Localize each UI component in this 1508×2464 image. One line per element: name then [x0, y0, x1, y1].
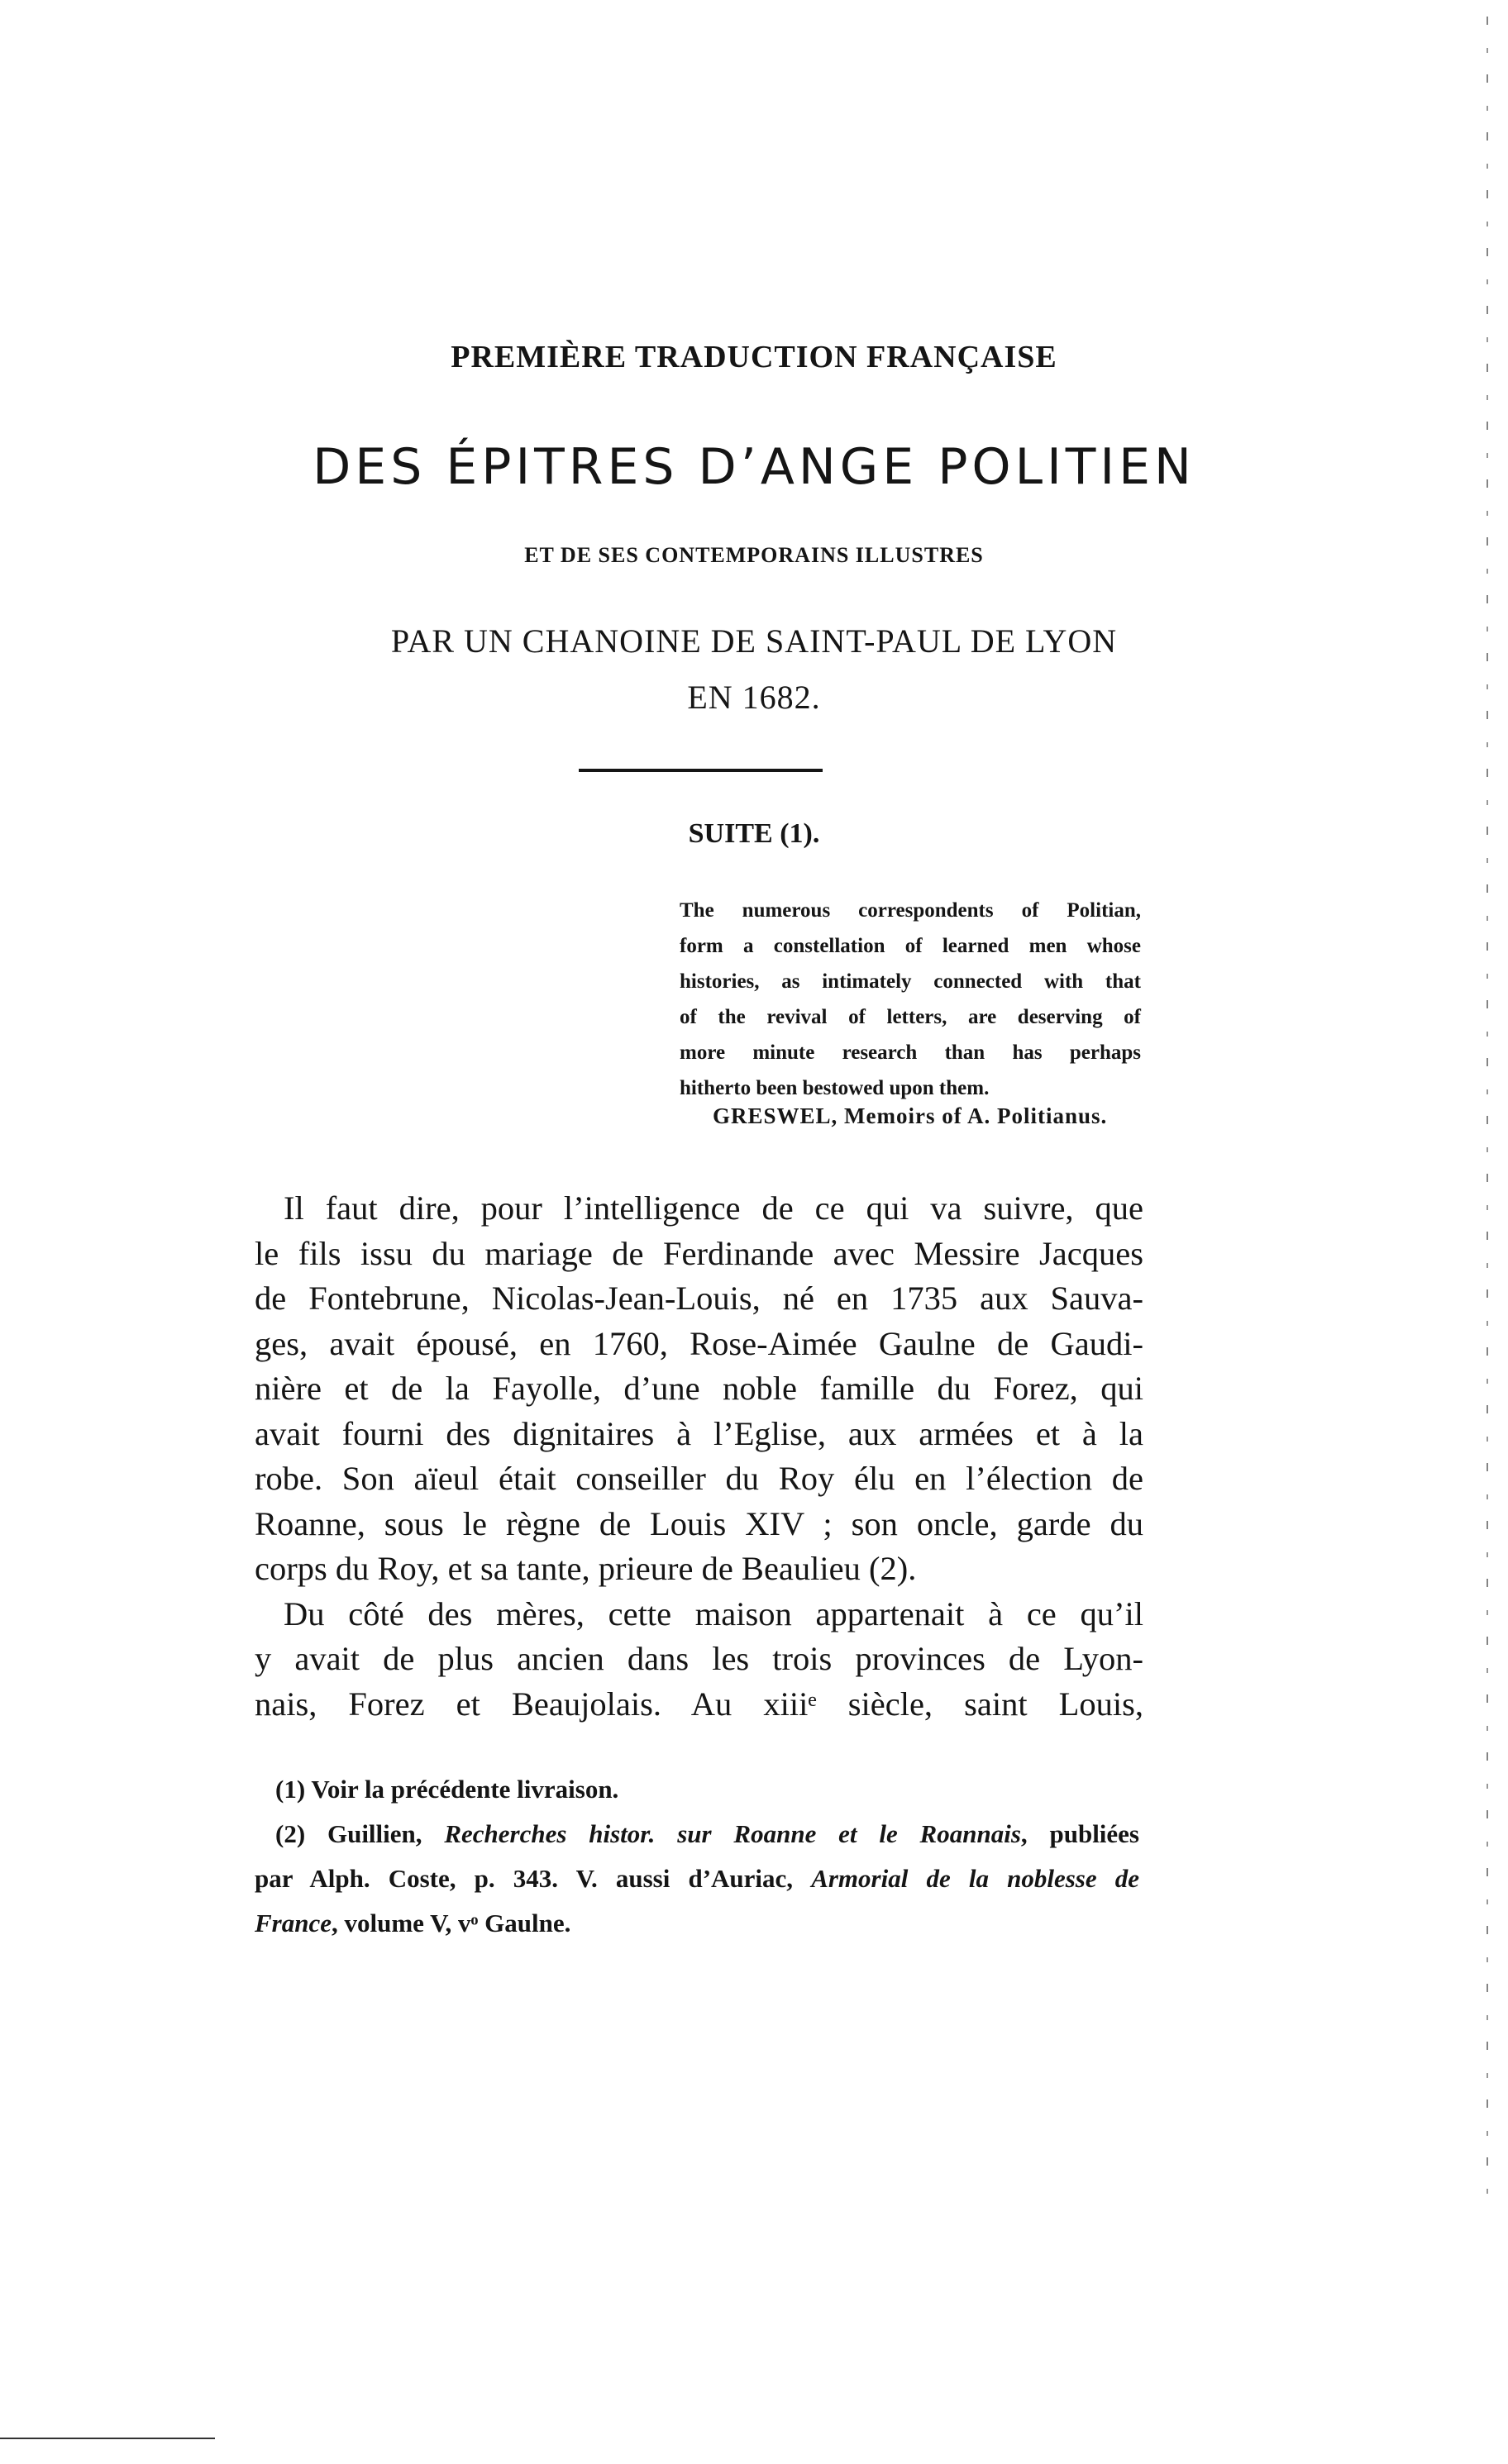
body-line: robe. Son aïeul était conseiller du Roy élu en l’élection de [255, 1460, 1143, 1497]
footnote-2-title: Recherches histor. sur Roanne et le Roannais [444, 1819, 1021, 1848]
date-line: EN 1682. [687, 679, 821, 716]
title-rule [579, 769, 823, 772]
body-line: le fils issu du mariage de Ferdinande avec Messire Jacques [255, 1234, 1143, 1272]
body-line: de Fontebrune, Nicolas-Jean-Louis, né en 1735 aux Sauva- [255, 1280, 1143, 1317]
footnote-2-prefix: (2) Guillien, [275, 1819, 445, 1848]
footnote-2-title-2: Armorial de la noblesse de [811, 1864, 1139, 1893]
epigraph-line: form a constellation of learned men whose [680, 935, 1141, 957]
title-line-1: PREMIÈRE TRADUCTION FRANÇAISE [451, 340, 1057, 374]
footnote-2-line-1 [255, 1812, 1139, 1856]
suite-label: SUITE (1). [688, 818, 820, 849]
body-line: nais, Forez et Beaujolais. Au xiiiᵉ siècle, saint Louis, [255, 1685, 1143, 1723]
epigraph-line: of the revival of letters, are deserving of [680, 1006, 1141, 1028]
subtitle: ET DE SES CONTEMPORAINS ILLUSTRES [524, 543, 984, 567]
footnote-1: (1) Voir la précédente livraison. [275, 1775, 619, 1804]
bottom-rule [0, 2438, 215, 2439]
footnote-2-title-3: France [255, 1909, 332, 1937]
footnote-2-line2-start: par Alph. Coste, p. 343. V. aussi d’Auriac, [255, 1864, 812, 1893]
body-line: y avait de plus ancien dans les trois provinces de Lyon- [255, 1640, 1143, 1677]
footnote-2-mid: , publiées [1020, 1819, 1139, 1848]
body-line: avait fourni des dignitaires à l’Eglise, aux armées et à la [255, 1414, 1143, 1452]
epigraph-line: more minute research than has perhaps [680, 1041, 1141, 1064]
footnote-2-line-2 [255, 1856, 1139, 1901]
body-line: nière et de la Fayolle, d’une noble famille du Forez, qui [255, 1370, 1143, 1407]
body-line: Il faut dire, pour l’intelligence de ce qui va suivre, que [284, 1189, 1143, 1227]
footnote-2-end: , volume V, vᵒ Gaulne. [332, 1909, 571, 1937]
footnote-2-line-3 [255, 1901, 1139, 1946]
footnotes [255, 1767, 1139, 1946]
main-title: DES ÉPITRES D’ANGE POLITIEN [313, 438, 1195, 496]
body-line: Du côté des mères, cette maison appartenait à ce qu’il [284, 1594, 1143, 1632]
epigraph-line: hitherto been bestowed upon them. [680, 1077, 990, 1099]
epigraph [680, 893, 1141, 1106]
epigraph-line: histories, as intimately connected with that [680, 970, 1141, 993]
body-line: ges, avait épousé, en 1760, Rose-Aimée Gaulne de Gaudi- [255, 1324, 1143, 1362]
body-line: Roanne, sous le règne de Louis XIV ; son oncle, garde du [255, 1504, 1143, 1542]
body-line: corps du Roy, et sa tante, prieure de Beaulieu (2). [255, 1550, 917, 1587]
epigraph-line: The numerous correspondents of Politian, [680, 899, 1141, 922]
epigraph-attribution: GRESWEL, Memoirs of A. Politianus. [713, 1103, 1108, 1128]
body-text [255, 1186, 1143, 1727]
byline: PAR UN CHANOINE DE SAINT-PAUL DE LYON [390, 622, 1118, 660]
